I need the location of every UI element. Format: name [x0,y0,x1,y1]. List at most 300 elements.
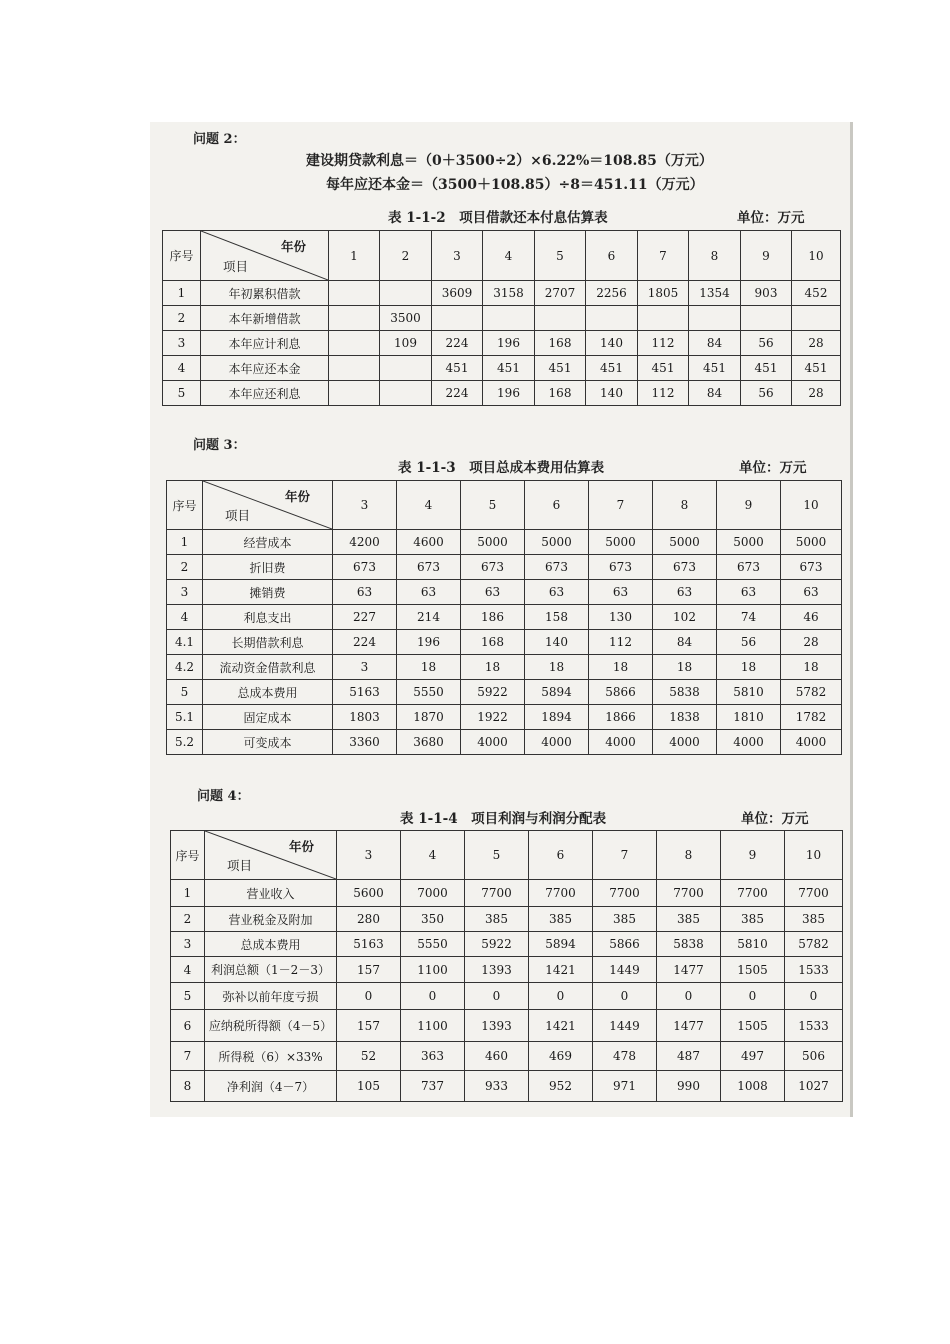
year-cell: 6 [586,231,638,281]
seq-cell: 4.1 [167,630,203,655]
value-cell: 5163 [337,932,401,957]
item-cell: 营业税金及附加 [205,907,337,932]
value-cell [535,306,586,331]
value-cell: 1477 [657,957,721,983]
value-cell: 497 [721,1042,785,1071]
value-cell [638,306,689,331]
table-row [163,281,841,306]
value-cell: 451 [689,356,741,381]
year-cell: 10 [785,831,843,880]
value-cell [792,306,841,331]
value-cell: 109 [380,331,432,356]
value-cell: 56 [741,331,792,356]
table-row [167,555,842,580]
seq-cell: 1 [163,281,201,306]
value-cell: 5922 [465,932,529,957]
value-cell: 5000 [589,530,653,555]
seq-cell: 2 [171,907,205,932]
table-row [167,655,842,680]
value-cell: 158 [525,605,589,630]
table-1-1-3-caption: 表 1-1-3 项目总成本费用估算表 [398,460,605,476]
table-row [171,1042,843,1071]
value-cell: 451 [586,356,638,381]
annual-principal-formula: 每年应还本金＝（3500＋108.85）÷8＝451.11（万元） [326,177,704,193]
value-cell [432,306,483,331]
value-cell: 385 [657,907,721,932]
value-cell: 451 [483,356,535,381]
item-cell: 本年应还本金 [201,356,329,381]
diagonal-line [205,831,336,879]
value-cell: 1421 [529,957,593,983]
value-cell: 3500 [380,306,432,331]
value-cell: 673 [525,555,589,580]
header-row [163,231,841,281]
item-header: 项目 [225,508,251,523]
value-cell: 451 [535,356,586,381]
value-cell: 7700 [785,880,843,907]
value-cell: 5838 [653,680,717,705]
value-cell: 673 [781,555,842,580]
value-cell: 1100 [401,957,465,983]
value-cell [380,281,432,306]
value-cell: 0 [337,983,401,1010]
value-cell: 460 [465,1042,529,1071]
problem-4-label: 问题 4： [197,789,250,804]
value-cell: 673 [653,555,717,580]
value-cell: 3609 [432,281,483,306]
value-cell: 140 [525,630,589,655]
value-cell: 5782 [785,932,843,957]
item-cell: 营业收入 [205,880,337,907]
value-cell: 196 [397,630,461,655]
value-cell: 5550 [397,680,461,705]
value-cell: 56 [717,630,781,655]
value-cell: 5000 [525,530,589,555]
item-cell: 摊销费 [203,580,333,605]
table-1-1-4-unit: 单位：万元 [741,811,809,827]
value-cell: 1008 [721,1071,785,1102]
value-cell: 1838 [653,705,717,730]
value-cell: 140 [586,331,638,356]
value-cell: 1421 [529,1010,593,1042]
table-row [171,957,843,983]
seq-cell: 5.2 [167,730,203,755]
table-1-1-4-caption: 表 1-1-4 项目利润与利润分配表 [400,811,607,827]
year-cell: 9 [741,231,792,281]
year-cell: 4 [483,231,535,281]
value-cell: 1894 [525,705,589,730]
value-cell: 18 [589,655,653,680]
value-cell: 63 [333,580,397,605]
value-cell: 451 [792,356,841,381]
year-cell: 1 [329,231,380,281]
value-cell: 5550 [401,932,465,957]
table-row [163,356,841,381]
value-cell: 18 [717,655,781,680]
value-cell: 1393 [465,1010,529,1042]
value-cell: 18 [525,655,589,680]
seq-cell: 5 [163,381,201,406]
value-cell: 737 [401,1071,465,1102]
table-1-1-3-unit: 单位：万元 [739,460,807,476]
value-cell: 5866 [593,932,657,957]
table-row [171,1010,843,1042]
value-cell: 18 [461,655,525,680]
value-cell: 0 [529,983,593,1010]
value-cell: 227 [333,605,397,630]
diagonal-header [201,231,329,281]
value-cell: 1803 [333,705,397,730]
value-cell: 112 [638,331,689,356]
value-cell: 3 [333,655,397,680]
value-cell: 1027 [785,1071,843,1102]
seq-cell: 3 [163,331,201,356]
value-cell: 1393 [465,957,529,983]
table-row [167,630,842,655]
value-cell [380,356,432,381]
year-cell: 3 [337,831,401,880]
value-cell: 1449 [593,1010,657,1042]
year-cell: 3 [432,231,483,281]
table-row [167,530,842,555]
value-cell: 506 [785,1042,843,1071]
value-cell: 1477 [657,1010,721,1042]
diagonal-line [203,481,332,529]
item-cell: 年初累积借款 [201,281,329,306]
year-cell: 2 [380,231,432,281]
value-cell [329,306,380,331]
diagonal-header [203,481,333,530]
value-cell: 4000 [653,730,717,755]
value-cell: 140 [586,381,638,406]
value-cell: 385 [593,907,657,932]
value-cell: 7700 [657,880,721,907]
seq-cell: 5 [167,680,203,705]
value-cell: 7700 [529,880,593,907]
table-row [163,306,841,331]
item-cell: 所得税（6）×33% [205,1042,337,1071]
seq-cell: 2 [167,555,203,580]
value-cell: 673 [589,555,653,580]
value-cell: 487 [657,1042,721,1071]
year-cell: 6 [525,481,589,530]
value-cell: 1870 [397,705,461,730]
value-cell: 1810 [717,705,781,730]
value-cell: 1449 [593,957,657,983]
value-cell: 385 [529,907,593,932]
value-cell: 4000 [589,730,653,755]
item-cell: 折旧费 [203,555,333,580]
value-cell: 63 [653,580,717,605]
value-cell: 52 [337,1042,401,1071]
value-cell [329,356,380,381]
year-header: 年份 [288,839,314,854]
item-cell: 经营成本 [203,530,333,555]
value-cell: 1866 [589,705,653,730]
value-cell: 5894 [525,680,589,705]
table-1-1-2-unit: 单位：万元 [737,210,805,226]
value-cell: 63 [525,580,589,605]
table-row [167,580,842,605]
value-cell: 28 [792,331,841,356]
value-cell: 4000 [525,730,589,755]
diagonal-header [205,831,337,880]
item-cell: 利润总额（1－2－3） [205,957,337,983]
value-cell: 5866 [589,680,653,705]
value-cell: 7700 [593,880,657,907]
table-row [167,705,842,730]
value-cell: 5000 [461,530,525,555]
value-cell: 18 [653,655,717,680]
value-cell: 7000 [401,880,465,907]
seq-cell: 8 [171,1071,205,1102]
seq-cell: 5 [171,983,205,1010]
year-cell: 6 [529,831,593,880]
construction-interest-formula: 建设期贷款利息＝（0＋3500÷2）×6.22%＝108.85（万元） [306,153,713,169]
item-cell: 总成本费用 [205,932,337,957]
seq-cell: 4.2 [167,655,203,680]
value-cell: 3360 [333,730,397,755]
value-cell: 5838 [657,932,721,957]
year-header: 年份 [284,489,310,504]
value-cell: 363 [401,1042,465,1071]
value-cell: 63 [717,580,781,605]
value-cell: 5810 [721,932,785,957]
value-cell: 280 [337,907,401,932]
value-cell: 4200 [333,530,397,555]
value-cell: 1505 [721,1010,785,1042]
value-cell: 933 [465,1071,529,1102]
value-cell: 168 [535,381,586,406]
item-cell: 总成本费用 [203,680,333,705]
value-cell: 224 [333,630,397,655]
value-cell: 478 [593,1042,657,1071]
value-cell: 5782 [781,680,842,705]
value-cell: 63 [397,580,461,605]
value-cell: 4000 [461,730,525,755]
value-cell: 4000 [717,730,781,755]
year-header: 年份 [280,239,306,254]
table-row [163,331,841,356]
value-cell: 84 [689,331,741,356]
item-cell: 弥补以前年度亏损 [205,983,337,1010]
value-cell [380,381,432,406]
value-cell: 385 [785,907,843,932]
year-cell: 9 [717,481,781,530]
value-cell: 952 [529,1071,593,1102]
value-cell: 7700 [721,880,785,907]
item-header: 项目 [223,259,249,274]
seq-header: 序号 [167,481,203,530]
table-row [171,907,843,932]
value-cell: 28 [781,630,842,655]
value-cell: 84 [653,630,717,655]
profit-distribution-table [170,830,843,1102]
value-cell: 1533 [785,1010,843,1042]
table-row [167,680,842,705]
year-cell: 7 [638,231,689,281]
value-cell: 5894 [529,932,593,957]
seq-cell: 4 [163,356,201,381]
year-cell: 10 [781,481,842,530]
item-cell: 利息支出 [203,605,333,630]
value-cell: 214 [397,605,461,630]
seq-cell: 5.1 [167,705,203,730]
value-cell: 1782 [781,705,842,730]
item-cell: 流动资金借款利息 [203,655,333,680]
year-cell: 7 [593,831,657,880]
header-row [171,831,843,880]
value-cell: 56 [741,381,792,406]
item-cell: 本年新增借款 [201,306,329,331]
year-cell: 7 [589,481,653,530]
seq-cell: 1 [171,880,205,907]
value-cell: 673 [461,555,525,580]
value-cell: 46 [781,605,842,630]
value-cell [689,306,741,331]
value-cell: 105 [337,1071,401,1102]
value-cell: 673 [717,555,781,580]
seq-cell: 1 [167,530,203,555]
value-cell: 0 [785,983,843,1010]
value-cell: 3680 [397,730,461,755]
year-cell: 8 [653,481,717,530]
value-cell: 5000 [717,530,781,555]
value-cell: 186 [461,605,525,630]
value-cell: 1533 [785,957,843,983]
value-cell: 451 [432,356,483,381]
value-cell: 84 [689,381,741,406]
value-cell: 0 [465,983,529,1010]
item-cell: 净利润（4－7） [205,1071,337,1102]
value-cell: 63 [461,580,525,605]
value-cell: 102 [653,605,717,630]
item-header: 项目 [227,858,253,873]
value-cell: 452 [792,281,841,306]
value-cell: 63 [781,580,842,605]
problem-2-label: 问题 2： [193,132,246,147]
value-cell: 3158 [483,281,535,306]
value-cell: 157 [337,1010,401,1042]
value-cell: 5163 [333,680,397,705]
problem-3-label: 问题 3： [193,438,246,453]
table-row [163,381,841,406]
value-cell [329,281,380,306]
year-cell: 8 [657,831,721,880]
value-cell: 1922 [461,705,525,730]
value-cell: 971 [593,1071,657,1102]
value-cell: 451 [638,356,689,381]
value-cell: 0 [593,983,657,1010]
value-cell: 469 [529,1042,593,1071]
seq-header: 序号 [171,831,205,880]
diagonal-line [201,231,328,280]
year-cell: 8 [689,231,741,281]
value-cell: 74 [717,605,781,630]
value-cell: 673 [333,555,397,580]
value-cell: 0 [721,983,785,1010]
value-cell: 4600 [397,530,461,555]
seq-cell: 2 [163,306,201,331]
table-row [167,730,842,755]
value-cell: 196 [483,331,535,356]
table-row [171,983,843,1010]
value-cell: 168 [461,630,525,655]
item-cell: 可变成本 [203,730,333,755]
value-cell: 224 [432,331,483,356]
value-cell: 63 [589,580,653,605]
seq-cell: 6 [171,1010,205,1042]
item-cell: 本年应计利息 [201,331,329,356]
item-cell: 应纳税所得额（4－5） [205,1010,337,1042]
year-cell: 4 [397,481,461,530]
year-cell: 3 [333,481,397,530]
value-cell: 0 [657,983,721,1010]
value-cell: 130 [589,605,653,630]
year-cell: 10 [792,231,841,281]
value-cell: 451 [741,356,792,381]
value-cell: 28 [792,381,841,406]
value-cell [741,306,792,331]
table-row [171,1071,843,1102]
value-cell: 350 [401,907,465,932]
value-cell: 5000 [653,530,717,555]
value-cell: 5600 [337,880,401,907]
item-cell: 长期借款利息 [203,630,333,655]
seq-cell: 4 [171,957,205,983]
table-row [171,880,843,907]
value-cell: 385 [721,907,785,932]
value-cell: 168 [535,331,586,356]
value-cell: 673 [397,555,461,580]
value-cell: 7700 [465,880,529,907]
value-cell: 990 [657,1071,721,1102]
value-cell: 18 [781,655,842,680]
value-cell: 112 [638,381,689,406]
year-cell: 5 [461,481,525,530]
seq-header: 序号 [163,231,201,281]
year-cell: 9 [721,831,785,880]
table-1-1-2-caption: 表 1-1-2 项目借款还本付息估算表 [388,210,608,226]
value-cell: 2256 [586,281,638,306]
table-row [171,932,843,957]
header-row [167,481,842,530]
item-cell: 固定成本 [203,705,333,730]
value-cell: 1100 [401,1010,465,1042]
seq-cell: 7 [171,1042,205,1071]
year-cell: 4 [401,831,465,880]
value-cell: 4000 [781,730,842,755]
value-cell: 5922 [461,680,525,705]
value-cell [586,306,638,331]
value-cell: 5000 [781,530,842,555]
value-cell: 196 [483,381,535,406]
value-cell: 5810 [717,680,781,705]
value-cell: 224 [432,381,483,406]
value-cell [329,381,380,406]
value-cell: 1505 [721,957,785,983]
value-cell: 1805 [638,281,689,306]
value-cell: 2707 [535,281,586,306]
value-cell [483,306,535,331]
value-cell [329,331,380,356]
table-row [167,605,842,630]
seq-cell: 3 [171,932,205,957]
total-cost-table [166,480,842,755]
value-cell: 385 [465,907,529,932]
year-cell: 5 [465,831,529,880]
value-cell: 0 [401,983,465,1010]
